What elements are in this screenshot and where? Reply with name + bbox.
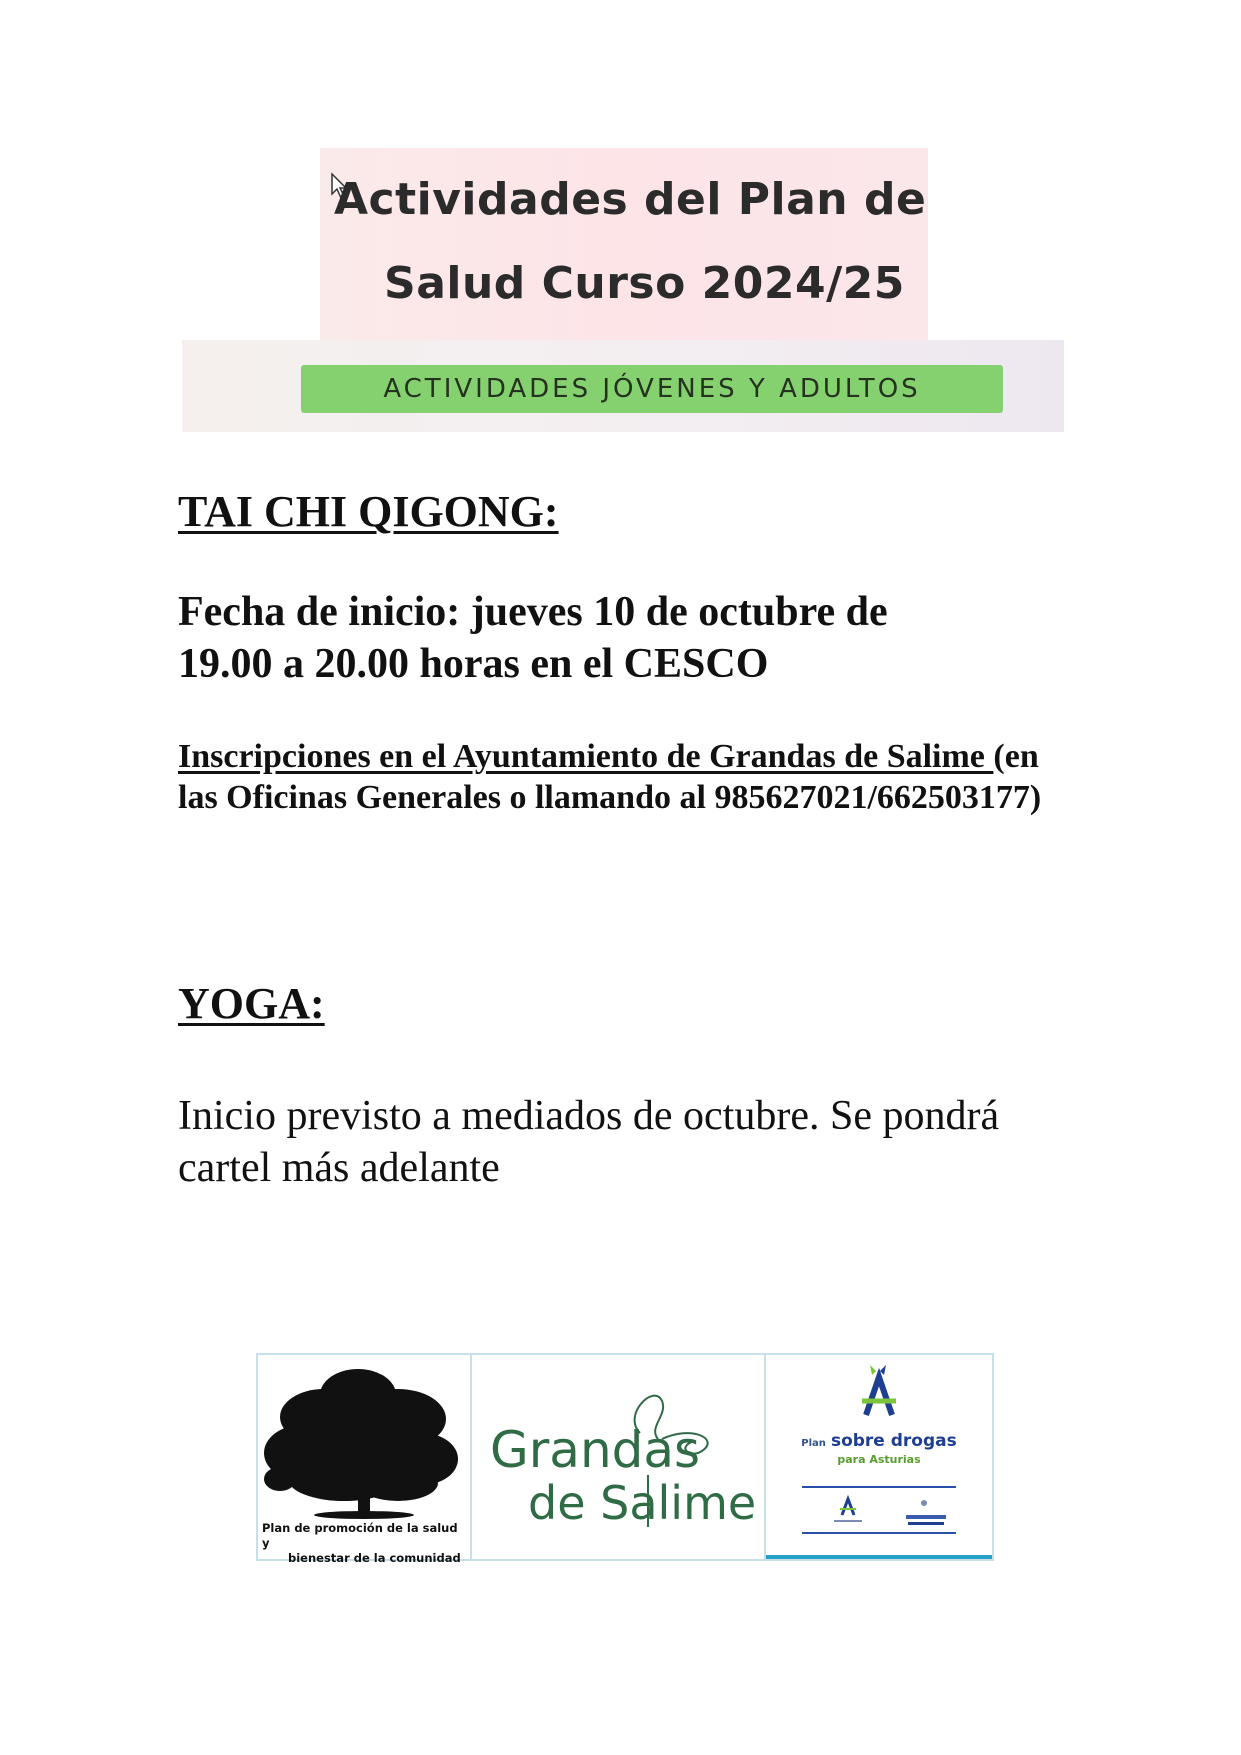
psd-title xyxy=(766,1431,992,1451)
tree-caption-line2: bienestar de la comunidad xyxy=(288,1551,461,1565)
banner-title-line1: Actividades del Plan de xyxy=(334,174,927,225)
logo-plan-sobre-drogas xyxy=(766,1355,992,1559)
banner-title-box xyxy=(320,148,928,340)
banner-title-line2: Salud Curso 2024/25 xyxy=(384,258,905,309)
psd-plan: Plan xyxy=(801,1438,826,1449)
yoga-text: Inicio previsto a mediados de octubre. Se pondrá cartel más adelante xyxy=(178,1093,1000,1191)
logo-grandas-de-salime xyxy=(472,1355,766,1559)
inscripciones-underlined: Inscripciones en el Ayuntamiento de Grandas de Salime xyxy=(178,738,994,775)
psd-sobre: sobre drogas xyxy=(830,1431,957,1451)
logo-plan-promocion xyxy=(258,1355,472,1565)
banner-subtitle-box xyxy=(182,340,1064,432)
psd-sub: para Asturias xyxy=(837,1453,921,1466)
tai-chi-heading: TAI CHI QIGONG: xyxy=(178,487,559,536)
fecha-line2: 19.00 a 20.00 horas en el CESCO xyxy=(178,641,769,687)
yoga-heading: YOGA: xyxy=(178,979,325,1028)
inscripciones-rest: (en las Oficinas Generales o llamando al 985627021/662503177) xyxy=(178,738,1042,816)
tree-caption-line1: Plan de promoción de la salud y xyxy=(262,1521,458,1550)
psd-small-logos xyxy=(766,1475,992,1555)
grandas-line1: Grandas xyxy=(490,1421,701,1479)
tai-chi-inscripciones xyxy=(178,736,1078,818)
psd-emblem-icon xyxy=(766,1355,992,1425)
tree-icon xyxy=(258,1355,470,1521)
grandas-line2: de Salime xyxy=(528,1476,757,1530)
logos-strip xyxy=(256,1353,994,1565)
tai-chi-fecha xyxy=(178,586,1078,690)
banner-subtitle-pill: ACTIVIDADES JÓVENES Y ADULTOS xyxy=(301,365,1003,413)
fecha-line1: Fecha de inicio: jueves 10 de octubre de xyxy=(178,589,888,635)
banner-title xyxy=(320,158,928,326)
tree-caption xyxy=(262,1521,466,1566)
grandas-logo-graphic xyxy=(472,1355,764,1559)
